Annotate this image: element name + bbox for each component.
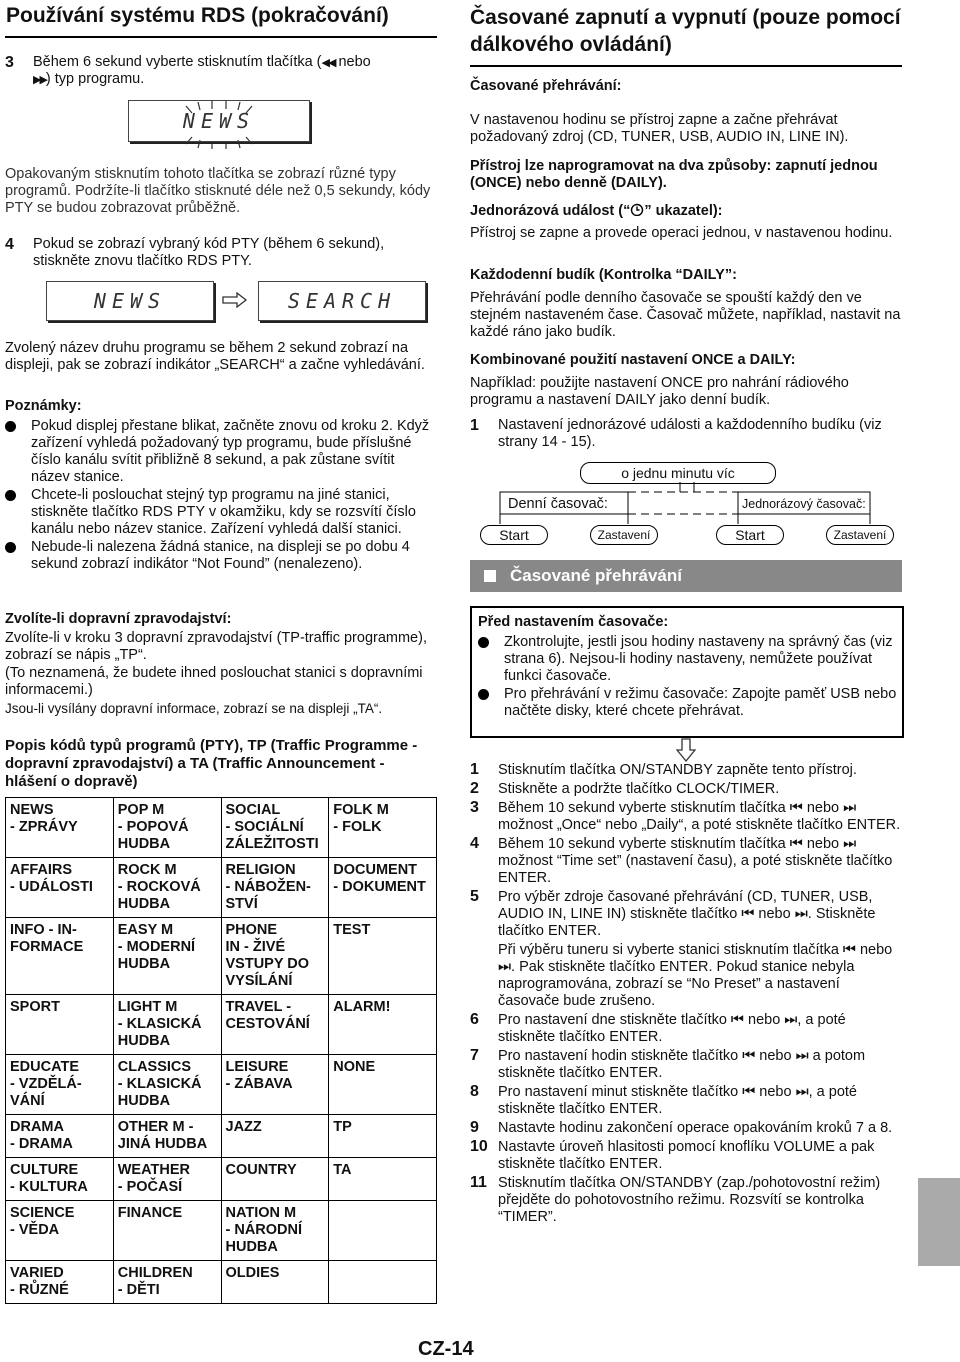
table-cell: DOCUMENT - DOKUMENT <box>329 858 437 918</box>
bullet-icon <box>5 421 16 432</box>
step-number: 11 <box>470 1174 487 1191</box>
step-text: Pro nastavení hodin stiskněte tlačítko ⏮ nebo ⏭ a potom stiskněte tlačítko ENTER. <box>498 1048 866 1081</box>
table-cell: NATION M - NÁRODNÍ HUDBA <box>221 1201 329 1261</box>
table-cell: RELIGION - NÁBOŽEN-STVÍ <box>221 858 329 918</box>
traffic-paragraph-1: Zvolíte-li v kroku 3 dopravní zpravodajství (TP-traffic programme), zobrazí se nápis „TP“. <box>5 630 427 663</box>
before-box <box>470 606 904 738</box>
step-4 <box>5 236 437 269</box>
table-cell: TA <box>329 1158 437 1201</box>
repeat-paragraph: Opakovaným stisknutím tohoto tlačítka se zobrazí různé typy programů. Podržíte-li tlačítko stisknuté déle než 0,5 sekundy, kódy PTY se budou zobrazovat průběžně. <box>5 166 431 216</box>
pty-codes-table <box>5 797 437 1304</box>
once-text: Přístroj se zapne a provede operaci jednou, v nastavenou hodinu. <box>470 225 893 241</box>
news-lcd-2: NEWS <box>46 281 214 321</box>
table-cell: SCIENCE - VĚDA <box>6 1201 114 1261</box>
steps-list <box>470 762 902 1228</box>
table-cell: WEATHER - POČASÍ <box>113 1158 221 1201</box>
step-item <box>470 942 902 1010</box>
table-cell: POP M - POPOVÁ HUDBA <box>113 798 221 858</box>
step-text: Při výběru tuneru si vyberte stanici stisknutím tlačítka ⏮ nebo ⏭. Pak stiskněte tlačítko ENTER. Pokud stanice nebyla naprogramována, zobrazí se “No Preset” a nastavení časovače bude zrušeno. <box>498 942 893 1009</box>
step-number: 5 <box>470 888 479 905</box>
step-text: Stiskněte a podržte tlačítko CLOCK/TIMER. <box>498 781 780 797</box>
stop-label-1: Zastavení <box>590 525 658 545</box>
step-3-text-end: ) typ programu. <box>45 71 145 87</box>
table-cell: SPORT <box>6 995 114 1055</box>
table-row <box>6 858 437 918</box>
step-item <box>470 1175 902 1226</box>
table-cell: ALARM! <box>329 995 437 1055</box>
section-heading: Časované přehrávání <box>470 560 902 592</box>
table-cell: COUNTRY <box>221 1158 329 1201</box>
daily-heading: Každodenní budík (Kontrolka “DAILY”: <box>470 267 737 283</box>
step-text: Pro výběr zdroje časované přehrávání (CD, TUNER, USB, AUDIO IN, LINE IN) stiskněte tlačítko ⏮ nebo ⏭. Stiskněte tlačítko ENTER. <box>498 889 876 939</box>
table-cell: CHILDREN - DĚTI <box>113 1261 221 1304</box>
table-row <box>6 1158 437 1201</box>
before-item: Zkontrolujte, jestli jsou hodiny nastaveny na správný čas (viz strana 6). Nejsou-li hodiny nastaveny, nemůžete používat funkci časovače. <box>478 634 898 685</box>
before-item: Pro přehrávání v režimu časovače: Zapojte paměť USB nebo načtěte disky, které chcete přehrávat. <box>478 686 898 720</box>
step-text: Stisknutím tlačítka ON/STANDBY zapněte tento přístroj. <box>498 762 857 778</box>
table-cell: EASY M - MODERNÍ HUDBA <box>113 918 221 995</box>
table-cell: NEWS - ZPRÁVY <box>6 798 114 858</box>
search-lcd: SEARCH <box>258 281 426 321</box>
step-item <box>470 836 902 887</box>
title-rule <box>5 36 437 38</box>
combo-heading: Kombinované použití nastavení ONCE a DAILY: <box>470 352 796 368</box>
table-row <box>6 1201 437 1261</box>
once-heading: Jednorázová událost (“ ” ukazatel): <box>470 203 723 219</box>
subtitle: Časované přehrávání: <box>470 78 622 94</box>
step-item <box>470 762 902 779</box>
table-cell: OLDIES <box>221 1261 329 1304</box>
step-3 <box>5 54 437 87</box>
table-cell: OTHER M - JINÁ HUDBA <box>113 1115 221 1158</box>
title-rule-right <box>470 65 902 67</box>
table-cell: CLASSICS - KLASICKÁ HUDBA <box>113 1055 221 1115</box>
square-icon <box>484 570 496 582</box>
table-cell <box>329 1261 437 1304</box>
table-cell: FOLK M - FOLK <box>329 798 437 858</box>
table-cell: TP <box>329 1115 437 1158</box>
traffic-paragraph-3: Jsou-li vysílány dopravní informace, zobrazí se na displeji „TA“. <box>5 701 383 716</box>
step-item <box>470 1139 902 1173</box>
step-item <box>470 889 902 940</box>
page-title-left: Používání systému RDS (pokračování) <box>6 4 389 27</box>
stop-label-2: Zastavení <box>826 525 894 545</box>
selected-paragraph: Zvolený název druhu programu se během 2 sekund zobrazí na displeji, pak se zobrazí indikátor „SEARCH“ a začne vyhledávání. <box>5 340 425 373</box>
once-timer-label: Jednorázový časovač: <box>742 497 866 511</box>
table-row <box>6 1115 437 1158</box>
table-cell: LIGHT M - KLASICKÁ HUDBA <box>113 995 221 1055</box>
table-row <box>6 1055 437 1115</box>
step-text: Během 10 sekund vyberte stisknutím tlačítka ⏮ nebo ⏭ možnost „Once“ nebo „Daily“, a poté stiskněte tlačítko ENTER. <box>498 800 901 833</box>
table-cell: TEST <box>329 918 437 995</box>
table-row <box>6 995 437 1055</box>
step-number: 10 <box>470 1138 488 1155</box>
table-row <box>6 918 437 995</box>
table-cell <box>329 1201 437 1261</box>
step-number: 7 <box>470 1047 479 1064</box>
table-cell: FINANCE <box>113 1201 221 1261</box>
modes-paragraph: Přístroj lze naprogramovat na dva způsoby: zapnutí jednou (ONCE) nebo denně (DAILY). <box>470 158 878 191</box>
clock-icon <box>630 203 644 216</box>
step-text: Během 10 sekund vyberte stisknutím tlačítka ⏮ nebo ⏭ možnost “Time set” (nastavení času), a poté stiskněte tlačítko ENTER. <box>498 836 893 886</box>
table-cell: NONE <box>329 1055 437 1115</box>
table-cell: ROCK M - ROCKOVÁ HUDBA <box>113 858 221 918</box>
prev-track-icon: ◀◀ <box>321 56 335 69</box>
step-3-text: Během 6 sekund vyberte stisknutím tlačítka ( <box>33 54 322 70</box>
step-number: 9 <box>470 1119 479 1136</box>
traffic-paragraph-2: (To neznamená, že budete ihned poslouchat stanici s dopravními informacemi.) <box>5 665 423 698</box>
one-minute-label: o jednu minutu víc <box>580 462 776 484</box>
table-cell: VARIED - RŮZNÉ <box>6 1261 114 1304</box>
step-number: 2 <box>470 780 479 797</box>
combo-text: Například: použijte nastavení ONCE pro nahrání rádiového programu a nastavení DAILY jako denní budík. <box>470 375 849 408</box>
daily-timer-label: Denní časovač: <box>508 496 608 512</box>
before-heading: Před nastavením časovače: <box>478 614 669 630</box>
step-item <box>470 1048 902 1082</box>
traffic-heading: Zvolíte-li dopravní zpravodajství: <box>5 611 232 627</box>
codes-heading: Popis kódů typů programů (PTY), TP (Traffic Programme - dopravní zpravodajství) a TA (Traffic Announcement - hlášení o dopravě) <box>5 737 418 790</box>
step-number: 4 <box>5 236 14 253</box>
step-4-text: Pokud se zobrazí vybraný kód PTY (během 6 sekund), stiskněte znovu tlačítko RDS PTY. <box>33 236 385 269</box>
table-cell: EDUCATE - VZDĚLÁ-VÁNÍ <box>6 1055 114 1115</box>
daily-text: Přehrávání podle denního časovače se spouští každý den ve stejném nastaveném čase. Časovač můžete, například, nastavit na každé ráno jako budík. <box>470 290 901 340</box>
note-item: Nebude-li nalezena žádná stanice, na displeji se po dobu 4 sekund zobrazí indikátor “Not Found” (nenalezeno). <box>5 539 437 573</box>
table-cell: JAZZ <box>221 1115 329 1158</box>
step-3-nebo: nebo <box>338 54 371 70</box>
step-text: Nastavte hodinu zakončení operace opakováním kroků 7 a 8. <box>498 1120 893 1136</box>
table-cell: DRAMA - DRAMA <box>6 1115 114 1158</box>
table-cell: SOCIAL - SOCIÁLNÍ ZÁLEŽITOSTI <box>221 798 329 858</box>
step-number: 6 <box>470 1011 479 1028</box>
arrow-right-icon <box>222 292 248 308</box>
page-number: CZ-14 <box>418 1338 474 1360</box>
bullet-icon <box>5 542 16 553</box>
step-text: Nastavte úroveň hlasitosti pomocí knoflíku VOLUME a pak stiskněte tlačítko ENTER. <box>498 1139 875 1172</box>
table-cell: AFFAIRS - UDÁLOSTI <box>6 858 114 918</box>
side-tab <box>918 1178 960 1266</box>
bullet-icon <box>5 490 16 501</box>
notes-list <box>5 418 437 573</box>
step-text: Stisknutím tlačítka ON/STANDBY (zap./pohotovostní režim) přejděte do pohotovostního režimu. Rozsvítí se kontrolka “TIMER”. <box>498 1175 881 1225</box>
step-number: 4 <box>470 835 479 852</box>
table-cell: TRAVEL - CESTOVÁNÍ <box>221 995 329 1055</box>
before-list <box>478 634 898 720</box>
table-cell: LEISURE - ZÁBAVA <box>221 1055 329 1115</box>
step-item <box>470 1012 902 1046</box>
step-text: Pro nastavení minut stiskněte tlačítko ⏮ nebo ⏭, a poté stiskněte tlačítko ENTER. <box>498 1084 857 1117</box>
table-cell: INFO - IN-FORMACE <box>6 918 114 995</box>
step-number: 8 <box>470 1083 479 1100</box>
note-item: Pokud displej přestane blikat, začněte znovu od kroku 2. Když zařízení vyhledá požadovaný typ programu, bude příslušné číslo kanálu svítit přibližně 8 sekund, a pak zůstane svítit název stanice. <box>5 418 437 486</box>
step-item <box>470 1120 902 1137</box>
news-lcd: NEWS <box>128 100 310 142</box>
table-row <box>6 798 437 858</box>
start-label-1: Start <box>480 525 548 545</box>
table-cell: CULTURE - KULTURA <box>6 1158 114 1201</box>
table-row <box>6 1261 437 1304</box>
step-number: 3 <box>5 54 14 71</box>
page-title-right: Časované zapnutí a vypnutí (pouze pomocí dálkového ovládání) <box>470 6 901 56</box>
next-track-icon: ▶▶ <box>33 73 46 86</box>
step-text: Pro nastavení dne stiskněte tlačítko ⏮ nebo ⏭, a poté stiskněte tlačítko ENTER. <box>498 1012 846 1045</box>
news-display-figure <box>128 98 314 152</box>
step-item <box>470 800 902 834</box>
start-label-2: Start <box>716 525 784 545</box>
notes-heading: Poznámky: <box>5 398 82 414</box>
intro-paragraph: V nastavenou hodinu se přístroj zapne a začne přehrávat požadovaný zdroj (CD, TUNER, USB, AUDIO IN, LINE IN). <box>470 112 849 145</box>
note-item: Chcete-li poslouchat stejný typ programu na jiné stanici, stiskněte tlačítko RDS PTY v okamžiku, kdy se rozsvítí číslo kanálu nebo název stanice. Zařízení vyhledá další stanici. <box>5 487 437 538</box>
step-item <box>470 781 902 798</box>
table-cell: PHONE IN - ŽIVÉ VSTUPY DO VYSÍLÁNÍ <box>221 918 329 995</box>
step-item <box>470 1084 902 1118</box>
step-number: 1 <box>470 761 479 778</box>
arrow-down-icon <box>676 738 696 762</box>
bullet-icon <box>478 689 489 700</box>
bullet-icon <box>478 637 489 648</box>
step-number: 3 <box>470 799 479 816</box>
example-step: 1 Nastavení jednorázové události a každodenního budíku (viz strany 14 - 15). <box>470 417 882 450</box>
